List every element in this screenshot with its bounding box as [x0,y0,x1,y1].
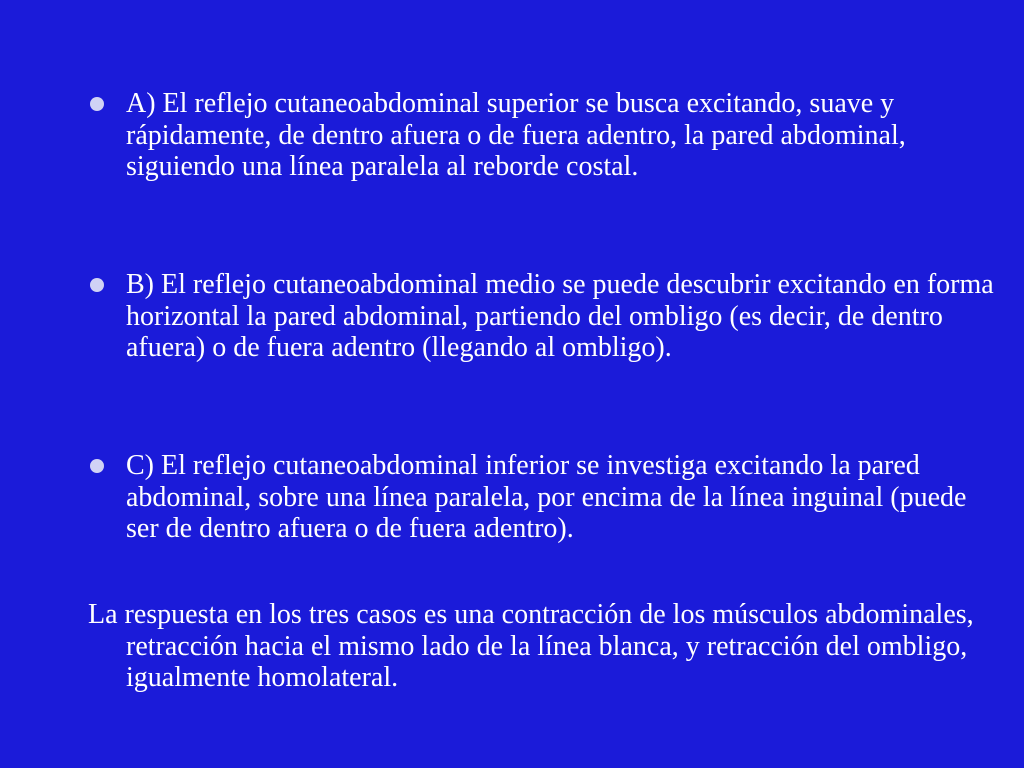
bullet-text-c: C) El reflejo cutaneoabdominal inferior se investiga excitando la pared abdominal, sobre una línea paralela, por encima de la línea inguinal (puede ser de dentro afuera o de fuera adentro). [126,450,967,544]
bullet-text-b: B) El reflejo cutaneoabdominal medio se puede descubrir excitando en forma horizontal la pared abdominal, partiendo del ombligo (es decir, de dentro afuera) o de fuera adentro (llegando al ombligo). [126,269,994,363]
conclusion-paragraph: La respuesta en los tres casos es una contracción de los músculos abdominales, retracción hacia el mismo lado de la línea blanca, y retracción del ombligo, igualmente homolateral. [88,599,974,693]
bullet-icon [90,459,104,473]
bullet-text-a: A) El reflejo cutaneoabdominal superior se busca excitando, suave y rápidamente, de dentro afuera o de fuera adentro, la pared abdominal, siguiendo una línea paralela al reborde costal. [126,88,906,182]
bullet-icon [90,278,104,292]
bullet-icon [90,97,104,111]
